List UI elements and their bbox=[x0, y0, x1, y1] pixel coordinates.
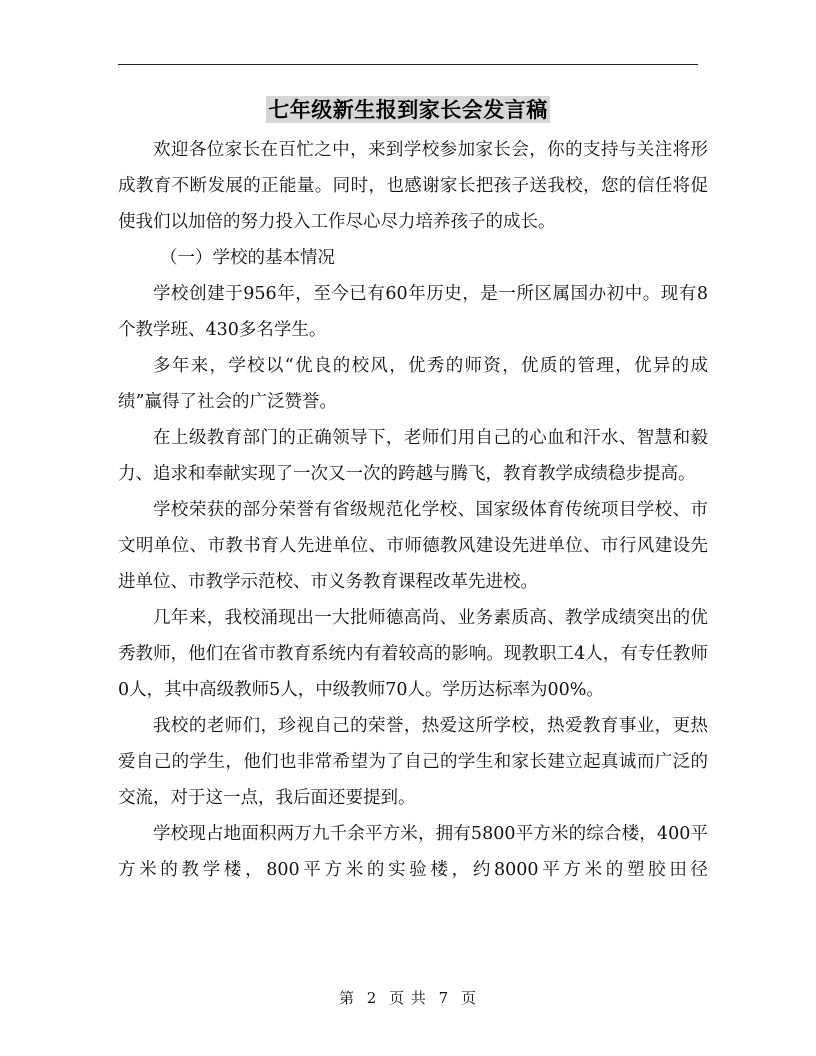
paragraph-honors: 学校荣获的部分荣誉有省级规范化学校、国家级体育传统项目学校、市文明单位、市教书育人先进单位、市师德教风建设先进单位、市行风建设先进单位、市教学示范校、市义务教育课程改革先进校。 bbox=[118, 500, 708, 592]
footer-page-number: 2 bbox=[366, 989, 378, 1007]
header-rule bbox=[118, 64, 698, 65]
section-heading: （一）学校的基本情况 bbox=[160, 248, 335, 268]
document-body bbox=[118, 132, 708, 888]
footer-middle: 页 共 bbox=[389, 989, 427, 1007]
paragraph-reputation: 多年来，学校以“优良的校风，优秀的师资，优质的管理，优异的成绩”赢得了社会的广泛赞誉。 bbox=[118, 356, 708, 412]
paragraph-teacher-values: 我校的老师们，珍视自己的荣誉，热爱这所学校，热爱教育事业，更热爱自己的学生，他们也非常希望为了自己的学生和家长建立起真诚而广泛的交流，对于这一点，我后面还要提到。 bbox=[118, 716, 708, 808]
paragraph-achievements: 在上级教育部门的正确领导下，老师们用自己的心血和汗水、智慧和毅力、追求和奉献实现了一次又一次的跨越与腾飞，教育教学成绩稳步提高。 bbox=[118, 428, 708, 484]
paragraph-history: 学校创建于956年，至今已有60年历史，是一所区属国办初中。现有8个教学班、430多名学生。 bbox=[118, 284, 708, 340]
paragraph-campus: 学校现占地面积两万九千余平方米，拥有5800平方米的综合楼，400平方米的教学楼，800平方米的实验楼，约8000平方米的塑胶田径 bbox=[118, 824, 708, 880]
document-title: 七年级新生报到家长会发言稿 bbox=[268, 97, 548, 122]
footer-prefix: 第 bbox=[338, 989, 355, 1007]
intro-paragraph: 欢迎各位家长在百忙之中，来到学校参加家长会，你的支持与关注将形成教育不断发展的正能量。同时，也感谢家长把孩子送我校，您的信任将促使我们以加倍的努力投入工作尽心尽力培养孩子的成长。 bbox=[118, 140, 708, 232]
title-container bbox=[0, 96, 816, 123]
page-footer bbox=[0, 987, 816, 1008]
footer-total-pages: 7 bbox=[438, 989, 450, 1007]
footer-suffix: 页 bbox=[461, 989, 478, 1007]
paragraph-teachers: 几年来，我校涌现出一大批师德高尚、业务素质高、教学成绩突出的优秀教师，他们在省市教育系统内有着较高的影响。现教职工4人，有专任教师0人，其中高级教师5人，中级教师70人。学历达标率为00%。 bbox=[118, 608, 708, 700]
